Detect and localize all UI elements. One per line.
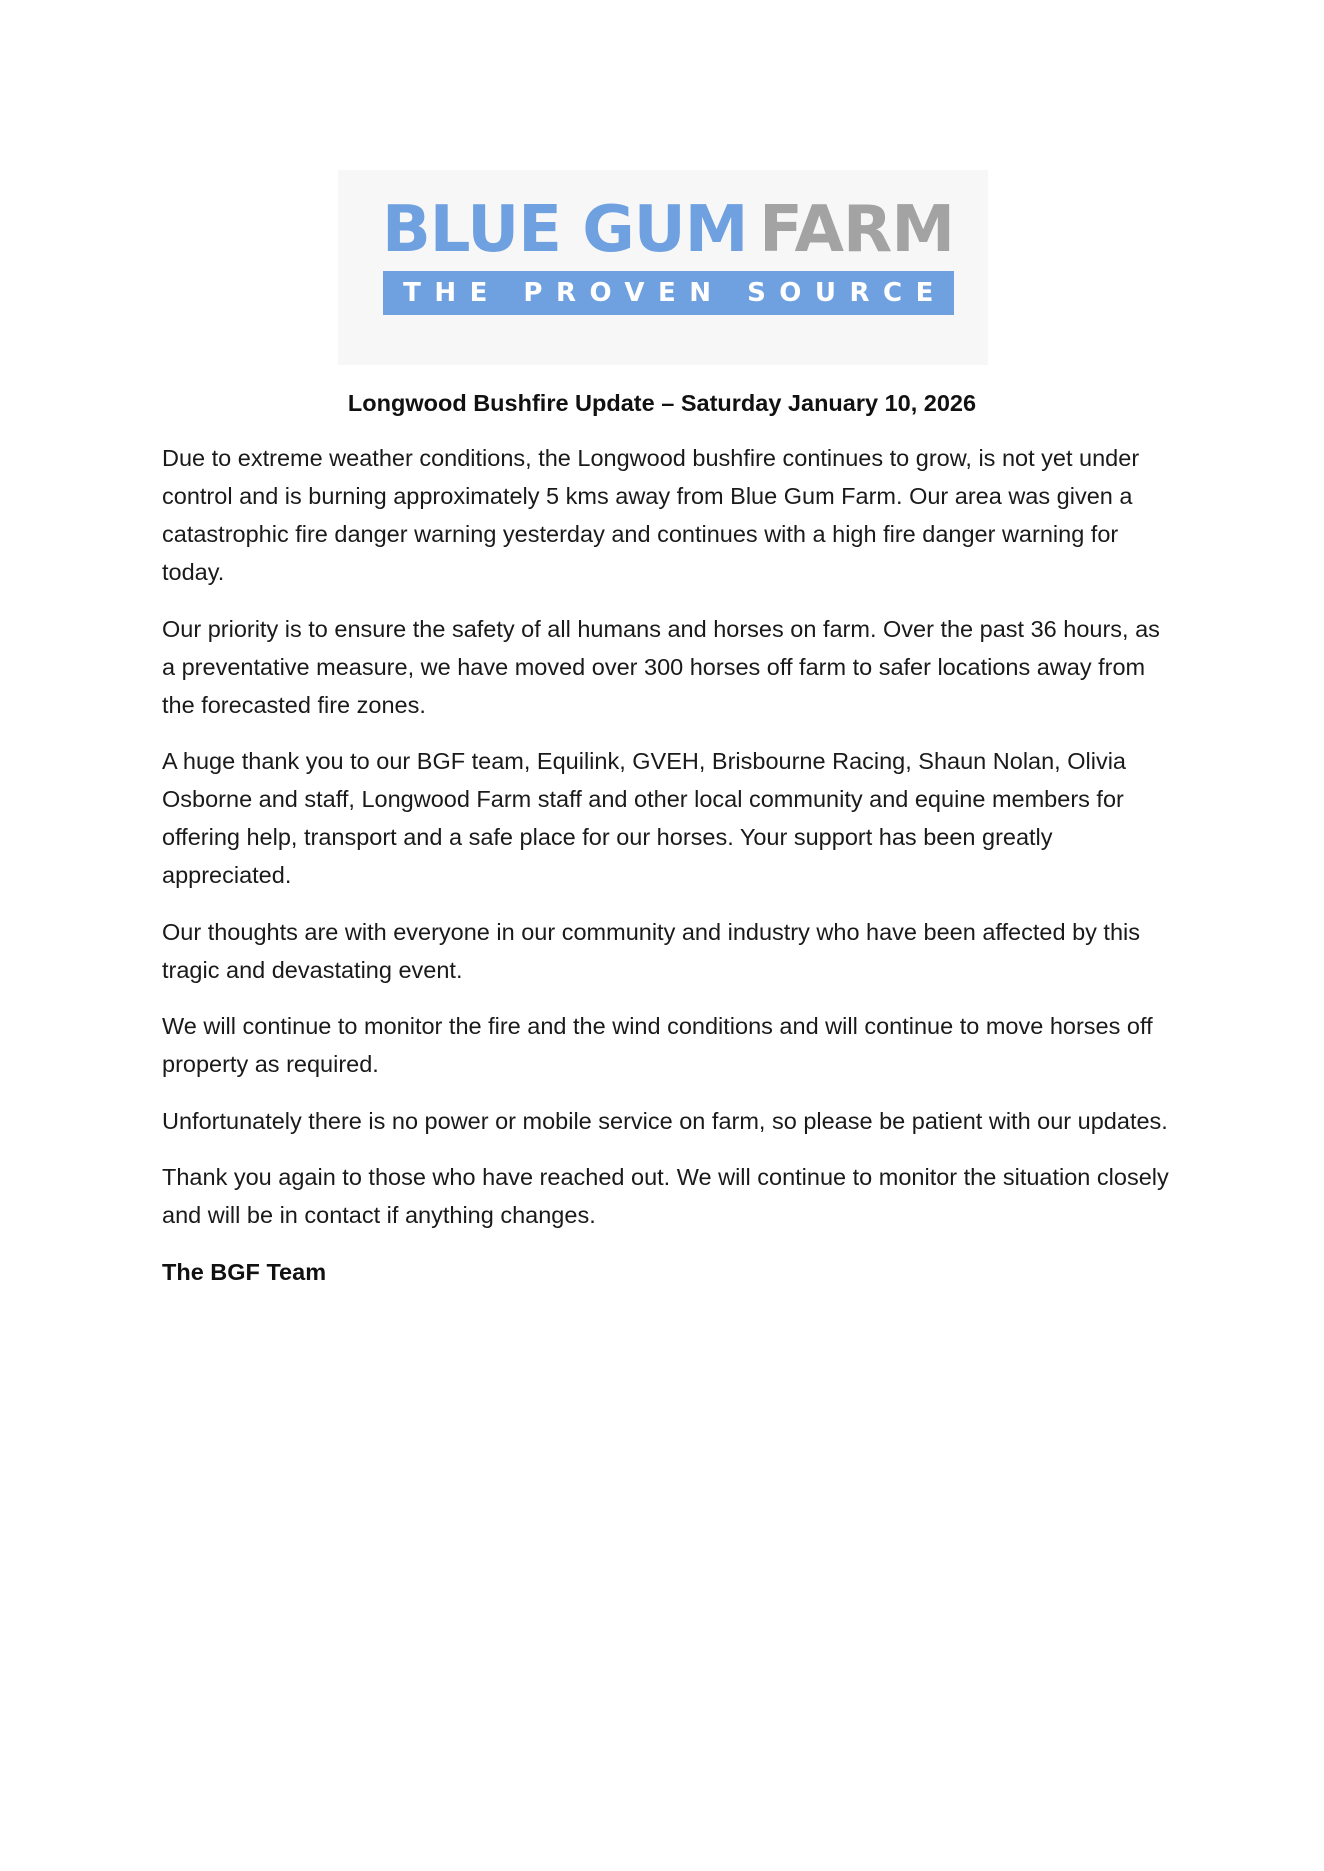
- body-paragraph: We will continue to monitor the fire and the wind conditions and will continue to move horses off property as required.: [162, 1013, 1153, 1077]
- logo-wordmark: [382, 193, 954, 267]
- body-paragraph: Unfortunately there is no power or mobile service on farm, so please be patient with our updates.: [162, 1107, 1168, 1134]
- body-paragraph: A huge thank you to our BGF team, Equilink, GVEH, Brisbourne Racing, Shaun Nolan, Olivia Osborne and staff, Longwood Farm staff and other local community and equine members for offering help, transport and a safe place for our horses. Your support has been greatly appreciated.: [162, 748, 1127, 888]
- signoff: The BGF Team: [162, 1258, 327, 1285]
- logo-tagline: THE PROVEN SOURCE: [403, 278, 947, 308]
- logo-word-grey: FARM: [759, 193, 954, 267]
- body-paragraph: Our thoughts are with everyone in our community and industry who have been affected by this tragic and devastating event.: [162, 918, 1140, 983]
- body-paragraph: Our priority is to ensure the safety of all humans and horses on farm. Over the past 36 hours, as a preventative measure, we have moved over 300 horses off farm to safer locations away from the forecasted fire zones.: [162, 615, 1160, 718]
- blue-gum-farm-logo: [338, 170, 988, 365]
- logo-word-blue: BLUE GUM: [382, 193, 748, 267]
- logo-tagline-bar: [383, 271, 954, 315]
- document-body: [162, 439, 1177, 1291]
- body-paragraph: Due to extreme weather conditions, the Longwood bushfire continues to grow, is not yet under control and is burning approximately 5 kms away from Blue Gum Farm. Our area was given a catastrophic fire danger warning yesterday and continues with a high fire danger warning for today.: [162, 445, 1140, 585]
- document-title: Longwood Bushfire Update – Saturday January 10, 2026: [347, 390, 977, 416]
- body-paragraph: Thank you again to those who have reached out. We will continue to monitor the situation closely and will be in contact if anything changes.: [162, 1164, 1169, 1228]
